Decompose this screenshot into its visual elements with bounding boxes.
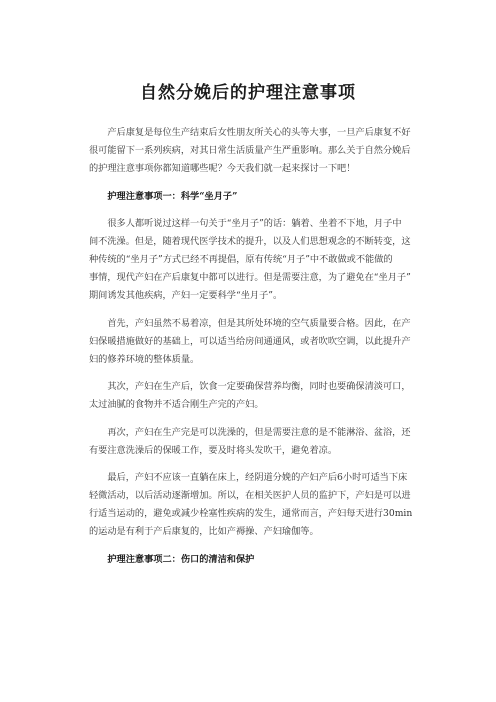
paragraph <box>89 469 412 541</box>
paragraph-spacer <box>89 460 412 470</box>
paragraph-line: 妇保暖措施做好的基础上，可以适当给房间通通风，或者吹吹空调，以此提升产 <box>89 335 411 347</box>
paragraph <box>89 378 412 414</box>
paragraph-line: 妇的修养环境的整体质量。 <box>89 353 200 365</box>
paragraph-spacer <box>89 414 412 424</box>
paragraph-spacer <box>89 206 412 216</box>
paragraph-line: 期间诱发其他疾病，产妇一定要科学“坐月子”。 <box>89 290 283 301</box>
heading-text: 护理注意事项二：伤口的清洁和保护 <box>89 553 255 565</box>
paragraph-line: 行适当运动的，避免或减少栓塞性疾病的发生，通常而言，产妇每天进行30min <box>89 508 412 519</box>
paragraph-spacer <box>89 369 412 379</box>
paragraph-line: 其次，产妇在生产后，饮食一定要确保营养均衡，同时也要确保清淡可口， <box>89 381 411 392</box>
paragraph-line: 很可能留下一系列疾病，对其日常生活质量产生严重影响。那么关于自然分娩后 <box>89 145 411 156</box>
paragraph <box>89 124 412 178</box>
paragraph <box>89 215 412 305</box>
paragraph-line: 再次，产妇在生产完是可以洗澡的，但是需要注意的是不能淋浴、盆浴，还 <box>89 426 411 438</box>
document-body <box>89 124 412 569</box>
paragraph <box>89 315 412 369</box>
heading-text: 护理注意事项一：科学“坐月子” <box>89 190 238 202</box>
paragraph-spacer <box>89 305 412 315</box>
paragraph-line: 很多人都听说过这样一句关于“坐月子”的话：躺着、坐着不下地，月子中 <box>89 218 402 229</box>
section-heading <box>89 188 412 206</box>
section-heading <box>89 551 412 569</box>
paragraph-line: 首先，产妇虽然不易着凉，但是其所处环境的空气质量要合格。因此，在产 <box>89 317 411 329</box>
paragraph-spacer <box>89 541 412 551</box>
paragraph-line: 事情，现代产妇在产后康复中都可以进行。但是需要注意，为了避免在“坐月子” <box>89 272 411 283</box>
paragraph-line: 间不洗澡。但是，随着现代医学技术的提升，以及人们思想观念的不断转变，这 <box>89 236 411 247</box>
paragraph-line: 产后康复是每位生产结束后女性朋友所关心的头等大事，一旦产后康复不好 <box>89 127 411 138</box>
paragraph-line: 种传统的“坐月子”方式已经不再提倡，原有传统“月子”中不敢做或不能做的 <box>89 254 393 265</box>
paragraph-line: 轻微活动，以后活动逐渐增加。所以，在相关医护人员的监护下，产妇是可以进 <box>89 490 411 501</box>
paragraph-line: 太过油腻的食物并不适合刚生产完的产妇。 <box>89 399 264 410</box>
document-title: 自然分娩后的护理注意事项 <box>140 83 356 103</box>
paragraph-line: 的护理注意事项你都知道哪些呢？今天我们就一起来探讨一下吧！ <box>89 163 356 174</box>
paragraph-spacer <box>89 178 412 188</box>
paragraph <box>89 424 412 460</box>
paragraph-line: 最后，产妇不应该一直躺在床上，经阴道分娩的产妇产后6小时可适当下床 <box>89 472 408 483</box>
paragraph-line: 有要注意洗澡后的保暖工作，要及时将头发吹干，避免着凉。 <box>89 444 338 456</box>
paragraph-line: 的运动是有利于产后康复的，比如产褥操、产妇瑜伽等。 <box>89 526 319 537</box>
